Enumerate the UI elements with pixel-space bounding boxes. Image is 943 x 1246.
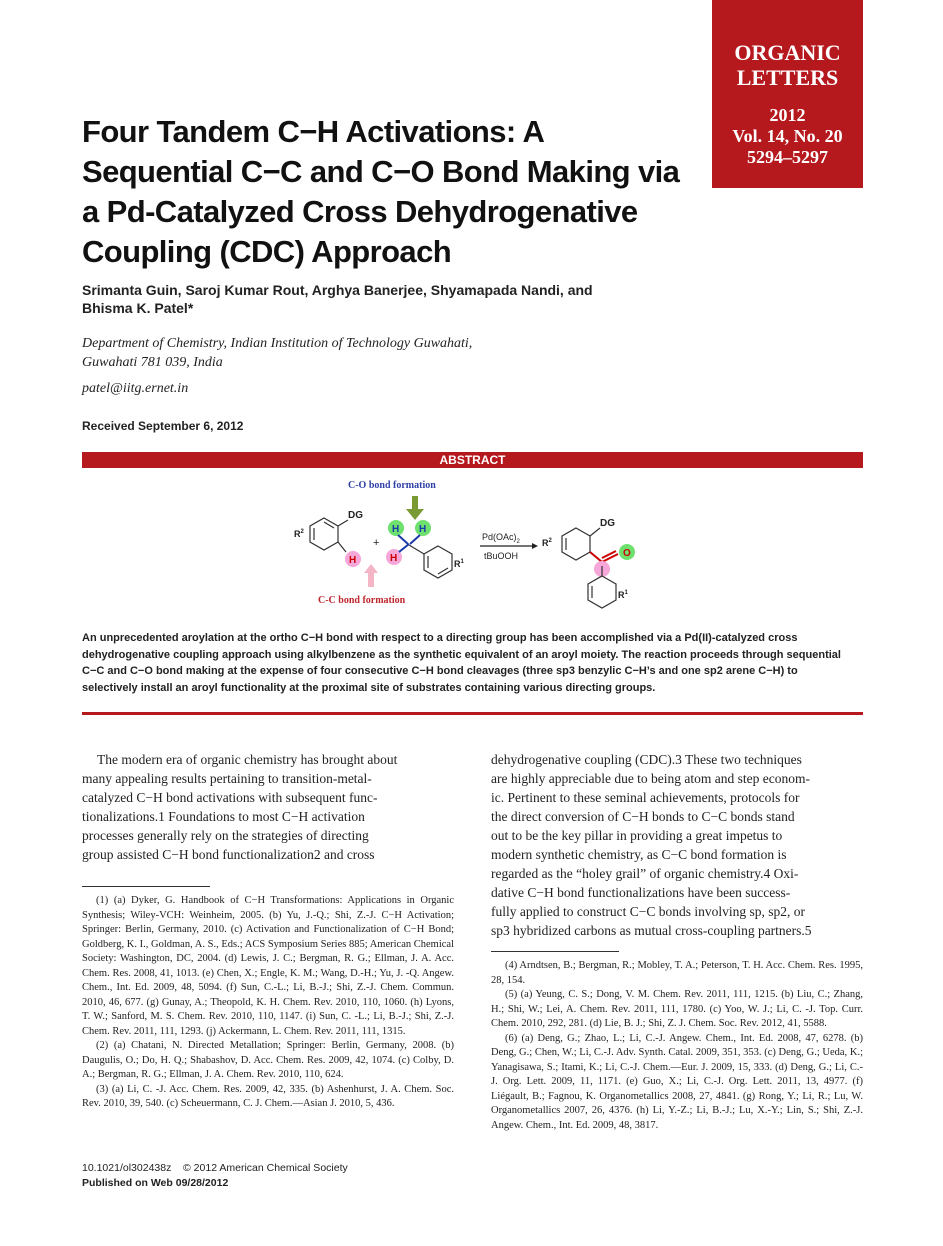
svg-text:DG: DG [348, 510, 363, 521]
pink-arrow-icon [364, 564, 378, 587]
footnote-rule [491, 951, 619, 952]
footnote: (2) (a) Chatani, N. Directed Metallation; Springer: Berlin, Germany, 2008. (b) Daugulis, O.; Do, H. Q.; Shabashov, D. Acc. Chem. Res. 2009, 42, 1074. (c) Colby, D. A.; Bergman, R. G.; Ellman, J. A. Chem. Rev. 2010, 110, 624. [82, 1040, 454, 1080]
arene-substrate [310, 518, 348, 552]
author-list: Srimanta Guin, Saroj Kumar Rout, Arghya Banerjee, Shyamapada Nandi, and Bhisma K. Patel* [82, 282, 593, 316]
footnote-rule [82, 886, 210, 887]
svg-text:DG: DG [600, 518, 615, 529]
toluene-ring [409, 545, 452, 578]
abstract-divider [82, 712, 863, 715]
footnote: (3) (a) Li, C. -J. Acc. Chem. Res. 2009, 42, 335. (b) Ashenhurst, J. A. Chem. Soc. Rev. 2010, 39, 540. (c) Scheuermann, C. J. Chem.—Asian J. 2010, 5, 436. [82, 1083, 454, 1109]
received-date: Received September 6, 2012 [82, 419, 244, 433]
journal-year: 2012 [769, 105, 806, 125]
reaction-scheme [280, 474, 660, 610]
journal-badge [712, 0, 863, 188]
svg-text:R1: $R^1$ [454, 559, 464, 569]
page-footer [82, 1161, 348, 1191]
body-right-column: dehydrogenative coupling (CDC).3 These two techniques are highly appreciable due to being atom and step econom- ic. Pertinent to these seminal achievements, protocols for the direct conversion of C−H bonds to C−C bonds stand out to be the key pillar in providing a great impetus to modern synthetic chemistry, as C−C bond formation is regarded as the “holey grail” of organic chemistry.4 Oxi- dative C−H bond functionalizations have been success- fully applied to construct C−C bonds involving sp, sp2, or sp3 hybridized carbons as mutual cross-coupling partners.5 [491, 752, 812, 938]
footnote: (6) (a) Deng, G.; Zhao, L.; Li, C.-J. Angew. Chem., Int. Ed. 2008, 47, 6278. (b) Deng, G.; Chen, W.; Li, C.-J. Adv. Synth. Catal. 2009, 351, 353. (c) Deng, G.; Ueda, K.; Yanagisawa, S.; Itami, K.; Li, C.-J. Chem.—Eur. J. 2009, 15, 333. (d) Deng, G.; Li, C.-J. Org. Lett. 2009, 11, 1171. (e) Guo, X.; Li, C.-J. Org. Lett. 2011, 13, 4977. (f) Liégault, B.; Fagnou, K. Organometallics 2008, 27, 4841. (g) Rong, Y.; Li, R.; Lu, W. Organometallics 2007, 26, 4376. (h) Li, Y.-Z.; Li, B.-J.; Lu, X.-Y.; Lin, S.; Shi, Z.-J. Angew. Chem., Int. Ed. 2009, 48, 3817. [491, 1032, 863, 1131]
svg-text:H: H [390, 553, 398, 564]
affiliation: Department of Chemistry, Indian Institution of Technology Guwahati, Guwahati 781 039, India [82, 336, 473, 370]
body-left-column: The modern era of organic chemistry has brought about many appealing results pertaining to transition-metal- catalyzed C−H bond activations with subsequent func- tionalizations.1 Foundations to most C−H activation processes generally rely on the strategies of directing group assisted C−H bond functionalization2 and cross [82, 752, 398, 862]
doi[interactable]: 10.1021/ol302438z [82, 1162, 172, 1174]
cc-bond-label: C-C bond formation [318, 595, 406, 606]
abstract-heading: ABSTRACT [82, 452, 863, 468]
svg-text:H: H [349, 555, 357, 566]
footnote: (4) Arndtsen, B.; Bergman, R.; Mobley, T. A.; Peterson, T. H. Acc. Chem. Res. 1995, 28, 154. [491, 960, 863, 986]
copyright: © 2012 American Chemical Society [183, 1162, 348, 1174]
journal-pages: 5294–5297 [747, 147, 828, 167]
svg-text:Pd(OAc)2: $Pd(OAc)_2$ [482, 532, 520, 545]
email-link[interactable]: patel@iitg.ernet.in [82, 381, 189, 396]
footnotes-right [491, 959, 863, 1133]
co-bond-label: C-O bond formation [348, 480, 436, 491]
published-date: Published on Web 09/28/2012 [82, 1177, 229, 1189]
abstract-text: An unprecedented aroylation at the ortho C−H bond with respect to a directing group has been accomplished via a Pd(II)-catalyzed cross dehydrogenative coupling approach using alkylbenzene as the synthetic equivalent of an aroyl moiety. The reaction proceeds through sequential C−C and C−O bond making at the expense of four consecutive C−H bond cleavages (three sp3 benzylic C−H’s and one sp2 arene C−H) to selectively install an aroyl functionality at the proximal site of substrates containing various directing groups. [82, 632, 841, 694]
journal-name: ORGANIC LETTERS [734, 40, 841, 90]
article-title: Four Tandem C−H Activations: A Sequential C−C and C−O Bond Making via a Pd-Catalyzed Cross Dehydrogenative Coupling (CDC) Approach [82, 114, 680, 269]
journal-volume: Vol. 14, No. 20 [732, 126, 843, 146]
footnotes-left [82, 894, 454, 1112]
svg-text:H: H [419, 524, 427, 535]
svg-text:R2: $R^2$ [294, 529, 304, 539]
svg-text:O: O [623, 548, 631, 559]
svg-text:+: + [373, 537, 380, 549]
footnote: (1) (a) Dyker, G. Handbook of C−H Transformations: Applications in Organic Synthesis; Wiley-VCH: Weinheim, 2005. (b) Yu, J.-Q.; Shi, Z.-J. C−H Activation; Springer: Berlin, Germany, 2010. (c) Activation and Functionalization of C−H Bond; Goldberg, K. I., Goldman, A. S., Eds.; ACS Symposium Series 885; American Chemical Society: Washington, DC, 2004. (d) Lewis, J. C.; Bergman, R. G.; Ellman, J. A. Acc. Chem. Res. 2008, 41, 1013. (e) Chen, X.; Engle, K. M.; Wang, D.-H.; Yu, J. -Q. Angew. Chem., Int. Ed. 2009, 48, 5094. (f) Sun, C.-L.; Li, B.-J.; Shi, Z.-J. Chem. Commun. 2010, 46, 677. (g) Gunay, A.; Theopold, K. H. Chem. Rev. 2010, 110, 1060. (h) Lyons, T. W.; Sanford, M. S. Chem. Rev. 2010, 110, 1147. (i) Sun, C. -L.; Li, B.-J.; Shi, Z.-J. Chem. Rev. 2011, 111, 1293. (j) Ackermann, L. Chem. Rev. 2011, 111, 1315. [82, 895, 454, 1037]
footnote: (5) (a) Yeung, C. S.; Dong, V. M. Chem. Rev. 2011, 111, 1215. (b) Liu, C.; Zhang, H.; Shi, W.; Lei, A. Chem. Rev. 2011, 111, 1780. (c) Yoo, W. J.; Li, C. -J. Top. Curr. Chem. 2010, 292, 281. (d) Lie, B. J.; Shi, Z. J. Chem. Soc. Rev. 2012, 41, 5588. [491, 989, 863, 1029]
svg-text:H: H [392, 524, 400, 535]
svg-text:R2: $R^2$ [542, 538, 552, 548]
svg-text:tBuOOH: tBuOOH [484, 551, 519, 561]
svg-text:R1: $R^1$ [618, 590, 628, 600]
green-arrow-icon [406, 496, 424, 520]
